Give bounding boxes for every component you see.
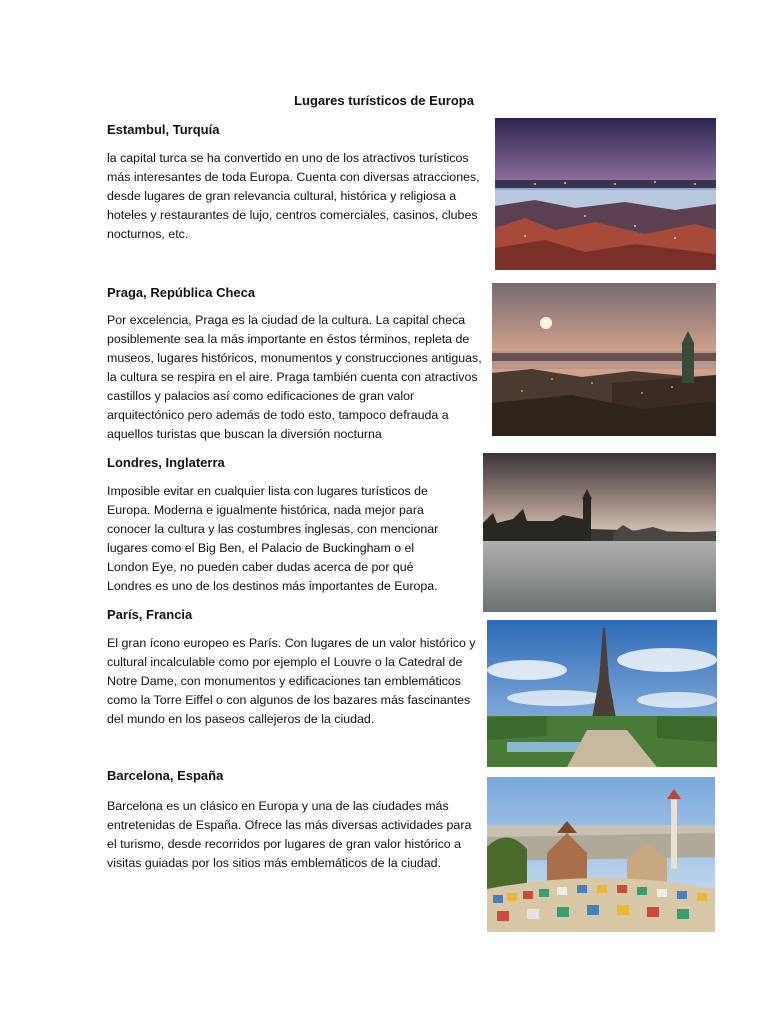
section-text-barcelona: Barcelona es un clásico en Europa y una de las ciudades más entretenidas de España. Ofrece las más diversas actividades para el turismo, desde recorridos por lugares de gran valor histórico a visitas guiadas por los sitios más emblemáticos de la ciudad. (107, 799, 472, 870)
barcelona-photo (487, 777, 715, 932)
document-title: Lugares turísticos de Europa (294, 93, 474, 108)
section-heading-paris: París, Francia (107, 607, 193, 622)
section-heading-barcelona: Barcelona, España (107, 768, 224, 783)
prague-photo (492, 283, 716, 436)
section-text-estambul: la capital turca se ha convertido en uno de los atractivos turísticos más interesantes de toda Europa. Cuenta con diversas atracciones, desde lugares de gran relevancia cultural, histórica y religiosa a hoteles y restaurantes de lujo, centros comerciales, casinos, clubes nocturnos, etc. (107, 151, 480, 241)
london-photo (483, 453, 716, 612)
paris-photo (487, 620, 717, 767)
section-heading-londres: Londres, Inglaterra (107, 455, 225, 470)
section-heading-praga: Praga, República Checa (107, 285, 256, 300)
istanbul-photo (495, 118, 716, 270)
section-heading-estambul: Estambul, Turquía (107, 122, 220, 137)
section-text-londres: Imposible evitar en cualquier lista con lugares turísticos de Europa. Moderna e igualmente histórica, nada mejor para conocer la cultura y las costumbres inglesas, con mencionar lugares como el Big Ben, el Palacio de Buckingham o el London Eye, no pueden caber dudas acerca de por qué Londres es uno de los destinos más importantes de Europa. (107, 484, 439, 593)
section-text-paris: El gran ícono europeo es París. Con lugares de un valor histórico y cultural incalculable como por ejemplo el Louvre o la Catedral de Notre Dame, con monumentos y edificaciones tan emblemáticos como la Torre Eiffel o con algunos de los bazares más fascinantes del mundo en los paseos callejeros de la ciudad. (107, 636, 476, 726)
section-text-praga: Por excelencia, Praga es la ciudad de la cultura. La capital checa posiblemente sea la más importante en éstos términos, repleta de museos, lugares históricos, monumentos y construcciones antiguas, la cultura se respira en el aire. Praga también cuenta con atractivos castillos y palacios así como edificaciones de gran valor arquitectónico pero además de todo esto, tampoco defrauda a aquellos turistas que buscan la diversión nocturna (107, 313, 482, 441)
